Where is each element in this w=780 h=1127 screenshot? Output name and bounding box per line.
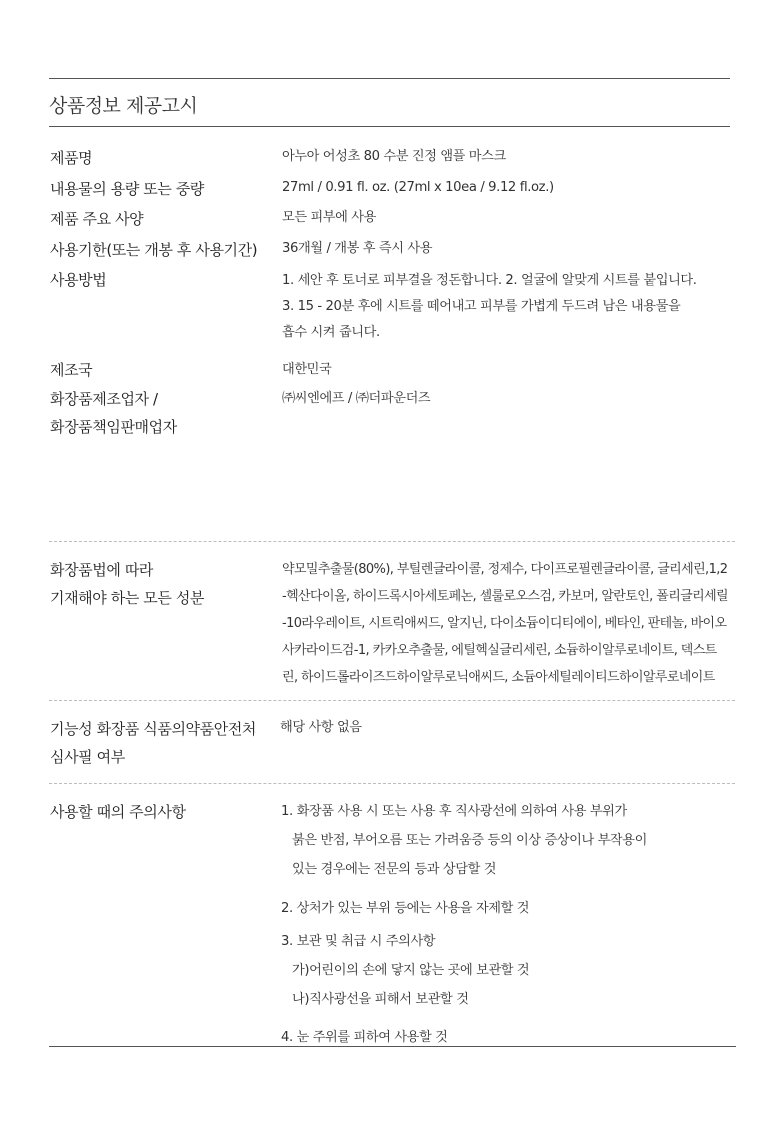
ingredients-line-2: -헥산다이올, 하이드록시아세토페논, 셀룰로오스검, 카보머, 알란토인, 폴리글리세릴	[282, 589, 728, 604]
row-label-spec: 제품 주요 사양	[50, 210, 144, 228]
row-label-country: 제조국	[50, 361, 93, 379]
divider-1	[49, 541, 735, 542]
caution-item-1-line-2: 붉은 반점, 부어오름 또는 가려움증 등의 이상 증상이나 부작용이	[292, 833, 647, 848]
caution-item-2: 2. 상처가 있는 부위 등에는 사용을 자제할 것	[281, 901, 530, 916]
caution-label: 사용할 때의 주의사항	[50, 803, 186, 821]
row-value-spec: 모든 피부에 사용	[282, 210, 376, 225]
bottom-rule	[49, 1046, 736, 1047]
ingredients-line-4: 사카라이드검-1, 카카오추출물, 에틸헥실글리세린, 소듐하이알루로네이트, 덱스트	[282, 643, 717, 658]
divider-3	[49, 783, 735, 784]
ingredients-line-1: 약모밀추출물(80%), 부틸렌글라이콜, 정제수, 다이프로필렌글라이콜, 글리세린,1,2	[282, 562, 728, 577]
ingredients-line-3: -10라우레이트, 시트릭애씨드, 알지닌, 다이소듐이디티에이, 베타인, 판테놀, 바이오	[282, 616, 727, 631]
top-rule	[49, 78, 730, 79]
divider-2	[49, 700, 735, 701]
caution-item-1-line-1: 1. 화장품 사용 시 또는 사용 후 직사광선에 의하여 사용 부위가	[281, 804, 627, 819]
caution-item-4: 4. 눈 주위를 피하여 사용할 것	[281, 1030, 448, 1045]
row-value-usage-line-3: 흡수 시켜 줍니다.	[282, 325, 380, 340]
caution-item-1-line-3: 있는 경우에는 전문의 등과 상담할 것	[292, 862, 497, 877]
section-title: 상품정보 제공고시	[49, 95, 198, 117]
caution-item-3-line-1: 3. 보관 및 취급 시 주의사항	[281, 934, 436, 949]
row-value-usage-line-2: 3. 15 - 20분 후에 시트를 떼어내고 피부를 가볍게 두드려 남은 내용물을	[282, 299, 681, 314]
row-label-manufacturer-line-2: 화장품책임판매업자	[50, 418, 177, 436]
row-value-product-name: 아누아 어성초 80 수분 진정 앰플 마스크	[282, 149, 506, 164]
functional-label-line-2: 심사필 여부	[50, 748, 125, 766]
caution-list	[281, 797, 647, 1052]
row-label-product-name: 제품명	[50, 149, 93, 167]
row-value-manufacturer: ㈜씨엔에프 / ㈜더파운더즈	[282, 391, 431, 406]
ingredients-line-5: 린, 하이드롤라이즈드하이알루로닉애씨드, 소듐아세틸레이티드하이알루로네이트	[282, 670, 715, 685]
caution-item-3-line-2: 가)어린이의 손에 닿지 않는 곳에 보관할 것	[292, 963, 530, 978]
row-label-volume: 내용물의 용량 또는 중량	[50, 180, 205, 198]
row-value-volume: 27ml / 0.91 fl. oz. (27ml x 10ea / 9.12 fl.oz.)	[282, 180, 554, 195]
row-value-country: 대한민국	[282, 362, 332, 377]
row-value-expiry: 36개월 / 개봉 후 즉시 사용	[282, 241, 433, 256]
functional-value: 해당 사항 없음	[280, 720, 362, 735]
row-value-usage-line-1: 1. 세안 후 토너로 피부결을 정돈합니다. 2. 얼굴에 알맞게 시트를 붙입니다.	[282, 273, 697, 288]
ingredients-label-line-2: 기재해야 하는 모든 성분	[50, 589, 205, 607]
functional-label-line-1: 기능성 화장품 식품의약품안전처	[50, 720, 256, 738]
ingredients-list	[282, 556, 740, 691]
row-label-usage: 사용방법	[50, 271, 107, 289]
row-label-manufacturer-line-1: 화장품제조업자 /	[50, 390, 158, 408]
title-rule	[49, 126, 730, 127]
caution-item-3-line-3: 나)직사광선을 피해서 보관할 것	[292, 992, 469, 1007]
ingredients-label-line-1: 화장품법에 따라	[50, 561, 153, 579]
row-label-expiry: 사용기한(또는 개봉 후 사용기간)	[50, 241, 258, 259]
